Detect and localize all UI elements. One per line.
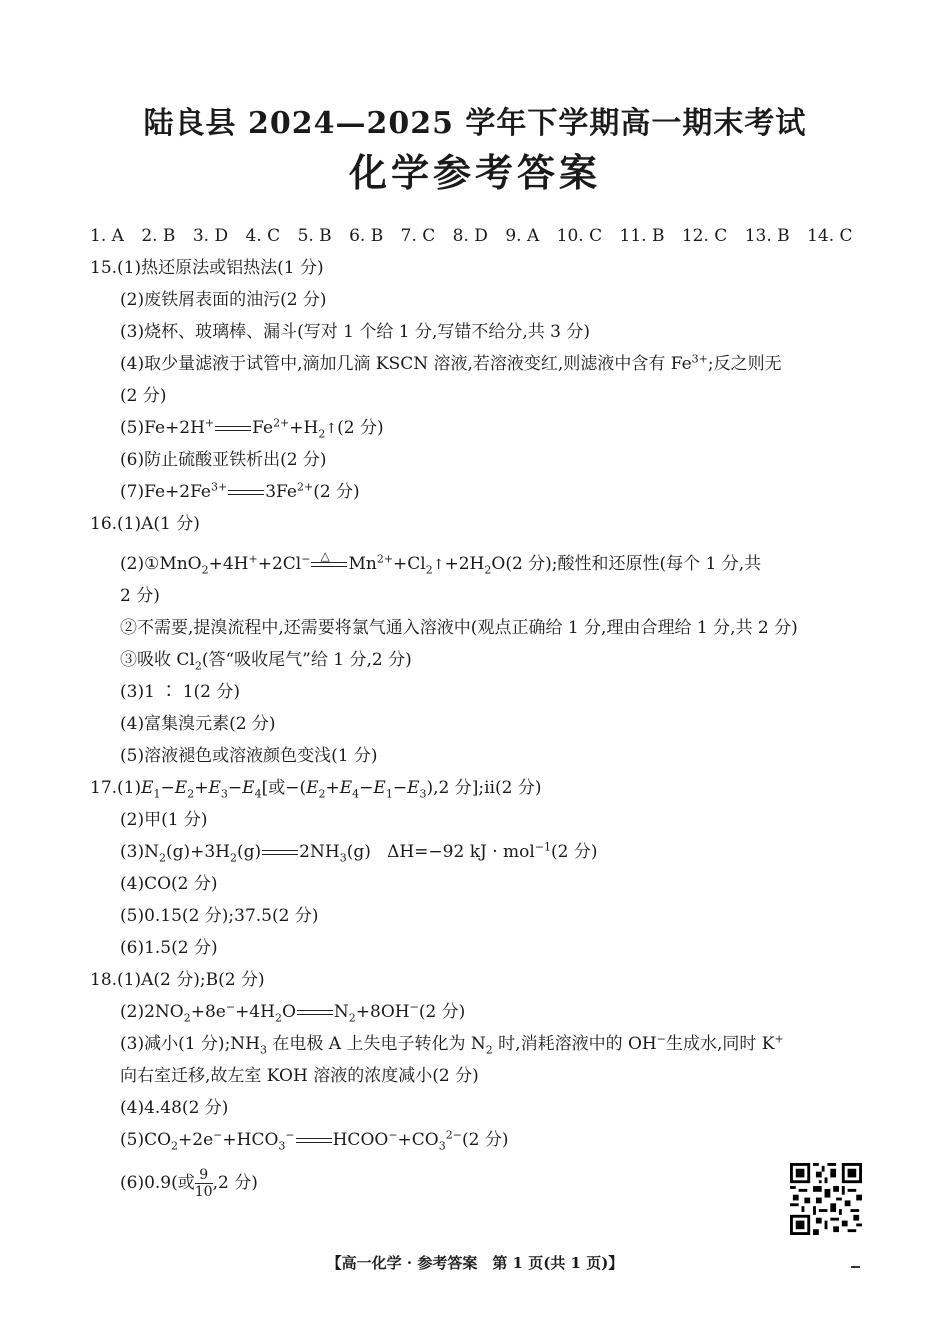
q18-part5: $(5)CO_2+2e^-+HCO_3^-$ $HCOO^-+CO_3^{2-}(2$ 分) xyxy=(120,1128,509,1153)
answer-key-title: 化学参考答案 xyxy=(348,150,601,195)
mc-answer: 13. B xyxy=(744,226,790,246)
q15-part2: (2)废铁屑表面的油污(2 分) xyxy=(120,290,327,310)
q16-part1: 16.(1)A(1 分) xyxy=(90,514,200,534)
q18-part2: $(2)2NO_2+8e^-+4H_2O$ $N_2+8OH^-(2$ 分) xyxy=(120,1000,466,1025)
q15-part4-score: (2 分) xyxy=(120,386,167,406)
q15-part7: $(7)Fe+2Fe^{3+}$ $3Fe^{2+}(2$ 分) xyxy=(120,480,360,502)
q17-part2: (2)甲(1 分) xyxy=(120,810,208,830)
mc-answer: 3. D xyxy=(192,226,229,246)
mc-answer: 8. D xyxy=(452,226,488,246)
mc-answers xyxy=(90,225,865,247)
q16-part2-score: 2 分) xyxy=(120,586,160,606)
mc-answer: 14. C xyxy=(807,226,853,246)
q18-part6: (6)0.9(或 $\frac{9}{10}$ ,2 分) xyxy=(120,1167,258,1200)
mc-answer: 11. B xyxy=(619,226,665,246)
q16-part2-1: (2)①MnO$_2$+4H++2Cl− △ $Mn^{2+}+Cl_2↑+2H_2O(2$ 分);酸性和还原性(每个 1 分,共 xyxy=(120,549,762,577)
mc-answer: 4. C xyxy=(245,226,281,246)
q17-part5: (5)0.15(2 分);37.5(2 分) xyxy=(120,906,319,926)
q17-part4: (4)CO(2 分) xyxy=(120,874,218,894)
q15-part5: (5)Fe+2H+ $Fe^{2+}+H_2↑(2$ 分) xyxy=(120,416,384,441)
page-footer: 【高一化学 · 参考答案 第 1 页(共 1 页)】 xyxy=(326,1254,624,1272)
exam-title: 陆良县 2024—2025 学年下学期高一期末考试 xyxy=(143,106,807,141)
q18-part3-cont: 向右室迁移,故左室 KOH 溶液的浓度减小(2 分) xyxy=(120,1066,479,1086)
mc-answer: 7. C xyxy=(400,226,436,246)
q15-part3: (3)烧杯、玻璃棒、漏斗(写对 1 个给 1 分,写错不给分,共 3 分) xyxy=(120,322,591,342)
corner-mark xyxy=(851,1266,860,1268)
q16-part2-3: ③吸收 $Cl_2$(答“吸收尾气”给 1 分,2 分) xyxy=(120,650,412,673)
mc-answer: 9. A xyxy=(505,226,540,246)
q18-part3: (3)减小(1 分)$;NH_3$ 在电极 A 上失电子转化为 $N_2$ 时,消耗溶液中的 OH−生成水,同时 K+ xyxy=(120,1032,784,1057)
q15-part6: (6)防止硫酸亚铁析出(2 分) xyxy=(120,450,327,470)
q16-part4: (4)富集溴元素(2 分) xyxy=(120,714,276,734)
mc-answer: 2. B xyxy=(141,226,176,246)
mc-answer: 5. B xyxy=(297,226,332,246)
q16-part5: (5)溶液褪色或溶液颜色变浅(1 分) xyxy=(120,746,378,766)
q15-part4: (4)取少量滤液于试管中,滴加几滴 KSCN 溶液,若溶液变红,则滤液中含有 $Fe^{3+}$;反之则无 xyxy=(120,352,782,374)
q16-part2-2: ②不需要,提溴流程中,还需要将氯气通入溶液中(观点正确给 1 分,理由合理给 1 分,共 2 分) xyxy=(120,618,798,638)
q17-part3: $(3)N_2(g)+3H_2(g)$ $2NH_3(g)$ ΔH=−92 kJ · mol$^{-1}$(2 分) xyxy=(120,840,598,865)
q18-part4: (4)4.48(2 分) xyxy=(120,1098,229,1118)
mc-answer: 1. A xyxy=(90,226,124,246)
q16-part3: (3)1 ∶ 1(2 分) xyxy=(120,682,241,702)
mc-answer: 12. C xyxy=(681,226,728,246)
q17-part1: $17.(1)E_1-E_2+E_3-E_4$[或$-(E_2+E_4-E_1-E_3),2$ 分];ⅱ(2 分) xyxy=(90,778,542,801)
q17-part6: (6)1.5(2 分) xyxy=(120,938,218,958)
q18-part1: 18.(1)A(2 分);B(2 分) xyxy=(90,970,265,990)
q15-part1: 15.(1)热还原法或铝热法(1 分) xyxy=(90,258,324,278)
qr-code-icon xyxy=(790,1163,862,1235)
mc-answer: 6. B xyxy=(349,226,384,246)
mc-answer: 10. C xyxy=(556,226,603,246)
